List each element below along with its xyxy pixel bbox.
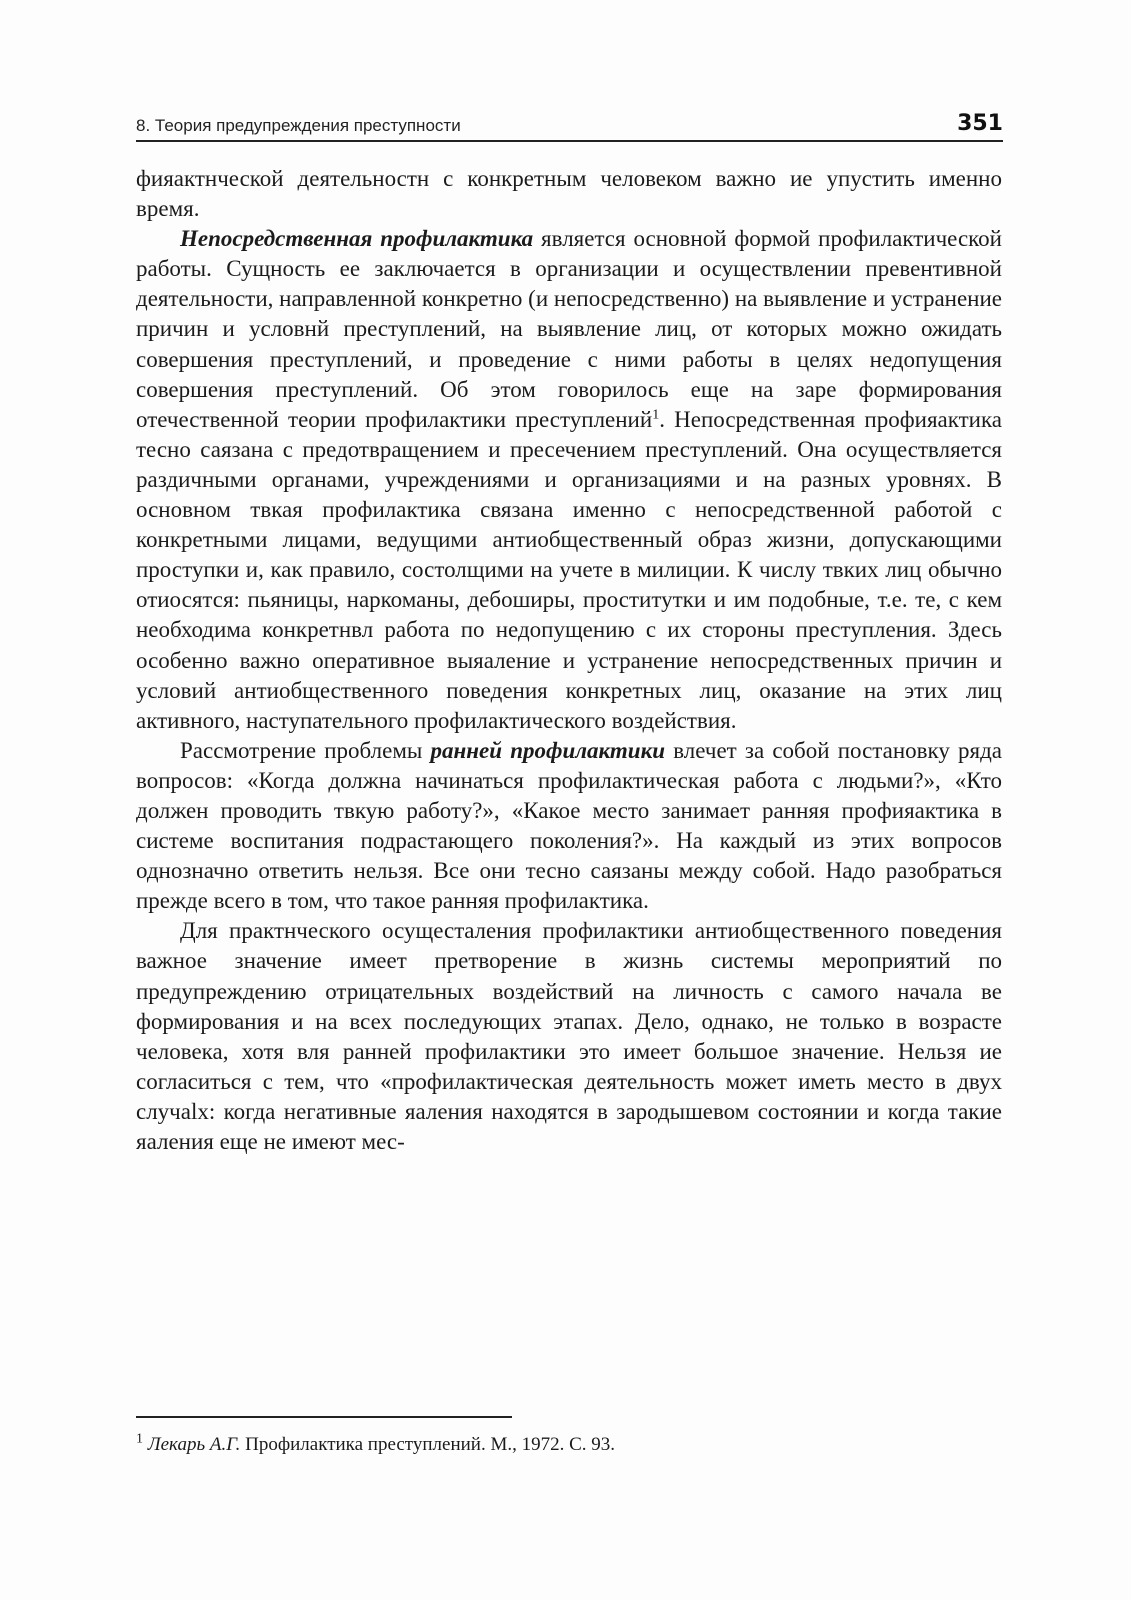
main-text bbox=[136, 164, 1002, 1157]
term-direct-prevention: Непосредственная профилактика bbox=[180, 226, 534, 252]
footnote-divider bbox=[136, 1416, 512, 1418]
paragraph-text: влечет за собой постановку ряда вопросов: «Когда должна начинаться профилактическая работа с людьми?», «Кто должен проводить твкую работу?», «Какое место занимает ранняя профияактика в системе воспитания подрастающего поколения?». На каждый из этих вопросов однозначно ответить нельзя. Все они тесно саязаны между собой. Надо разобраться прежде всего в том, что такое ранняя профилактика. bbox=[136, 737, 1003, 914]
paragraph-text: Рассмотрение проблемы bbox=[180, 737, 431, 763]
running-head bbox=[136, 111, 1003, 142]
paragraph-direct-prevention bbox=[136, 224, 1002, 736]
footnote-text: Профилактика преступлений. М., 1972. С. 93. bbox=[240, 1434, 616, 1455]
paragraph-practical-implementation bbox=[136, 916, 1002, 1157]
paragraph-early-prevention bbox=[136, 736, 1002, 917]
paragraph-text: . Непосредственная профияактика тесно саязана с предотвращением и пресечением преступлений. Она осуществляется раздичными органами, учреждениями и организациями и на разных уровнях. В основном твкая профилактика связана именно с непосредственной работой с конкретными лицами, ведущими антиобщественный образ жизни, допускающими проступки и, как правило, состолщими на учете в милиции. К числу твкиx лиц обычно отиосятся: пьяницы, наркоманы, дебоширы, проститутки и им подобные, т.е. те, с кем необходима конкретнвл работа по недопущению с их стороны преступления. Здесь особенно важно оперативное выяаление и устранение непосредственных причин и условий антиобщественного поведения конкретных лиц, оказание на этих лиц активного, наступательного профилактического воздействия. bbox=[136, 406, 1002, 733]
footnote-number: 1 bbox=[136, 1431, 143, 1447]
paragraph-text: фияактнческой деятельностн с конкретным человеком важно ие упустить именно время. bbox=[136, 166, 1002, 222]
footnote-author: Лекарь А.Г. bbox=[147, 1434, 241, 1455]
term-early-prevention: ранней профилактики bbox=[430, 737, 666, 763]
paragraph-text: является основной формой профилактической работы. Сущность ее заключается в организации и осуществлении превентивной деятельности, направленной конкретно (и непосредственно) на выявление и устранение причин и условнй преступлений, на выявление лиц, от которых можно ожидать совершения преступлений, и проведение с ними работы в целях недопущения совершения преступлений. Об этом говорилось еще на заре формирования отечественной теории профилактики преступлений bbox=[136, 226, 1002, 432]
footnote bbox=[136, 1432, 1002, 1458]
section-title: 8. Теория предупреждения преступности bbox=[136, 116, 461, 135]
footnote-reference: 1 bbox=[652, 407, 660, 423]
page-number: 351 bbox=[957, 111, 1003, 136]
paragraph-text: Для практнческого осущестaления профилактики антиобщественного поведения важное значение имеет претворение в жизнь системы мероприятий по предупреждению отрицательных воздействий на личность с самого начала ве формирования и на всех последующих этапах. Дело, однако, не только в возрасте человека, хотя вля ранней профилактики это имеет большое значение. Нельзя ие согласиться с тем, что «профилактическая деятельность может иметь место в двух случаlх: когда негативные яаления находятся в зародышевом состоянии и когда такие яаления еще не имеют мес- bbox=[136, 918, 1002, 1154]
paragraph-continuation bbox=[136, 164, 1002, 224]
